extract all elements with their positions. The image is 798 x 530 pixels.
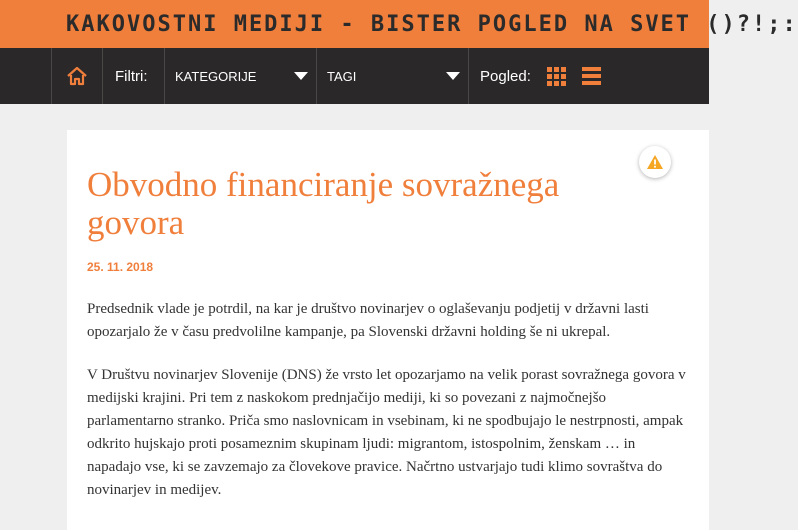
list-view-button[interactable]	[582, 67, 601, 85]
chevron-down-icon	[446, 72, 460, 80]
categories-label: KATEGORIJE	[175, 68, 257, 84]
filter-label: Filtri:	[103, 48, 165, 104]
chevron-down-icon	[294, 72, 308, 80]
list-icon	[582, 67, 601, 85]
nav-bar	[0, 48, 709, 104]
view-switcher	[469, 48, 619, 104]
home-button[interactable]	[51, 48, 103, 104]
article-paragraph: Predsednik vlade je potrdil, na kar je društvo novinarjev o oglaševanju podjetij v državni lasti opozarjalo že v času predvolilne kampanje, pa Slovenski državni holding še ni ukrepal.	[87, 301, 649, 340]
view-label: Pogled:	[480, 67, 531, 85]
article-card	[67, 130, 709, 530]
categories-dropdown[interactable]	[165, 48, 317, 104]
article-date: 25. 11. 2018	[87, 260, 154, 274]
article-title: Obvodno financiranje sovražnega govora	[87, 165, 560, 242]
home-icon	[66, 66, 88, 86]
report-button[interactable]	[639, 146, 671, 178]
grid-icon	[547, 67, 566, 86]
site-banner	[0, 0, 798, 48]
grid-view-button[interactable]	[547, 67, 566, 86]
article-paragraph: V Društvu novinarjev Slovenije (DNS) že vrsto let opozarjamo na velik porast sovražnega govora v medijski krajini. Pri tem z naskokom prednjačijo mediji, ki so povezani z najmočnejšo parlamentarno stranko. Priča smo naslovnicam in vsebinam, ki ne spodbujajo le nestrpnosti, ampak odkrito hujskajo proti posameznim skupinam ljudi: migrantom, istospolnim, ženskam … in napadajo vse, ki se zavzemajo za človekove pravice. Načrtno ustvarjajo tudi klimo sovraštva do novinarjev in medijev.	[87, 367, 686, 498]
tags-dropdown[interactable]	[317, 48, 469, 104]
banner-slogan: KAKOVOSTNI MEDIJI - BISTER POGLED NA SVET ()?!;:	[66, 11, 798, 37]
tags-label: TAGI	[327, 68, 357, 84]
warning-icon	[647, 155, 663, 169]
